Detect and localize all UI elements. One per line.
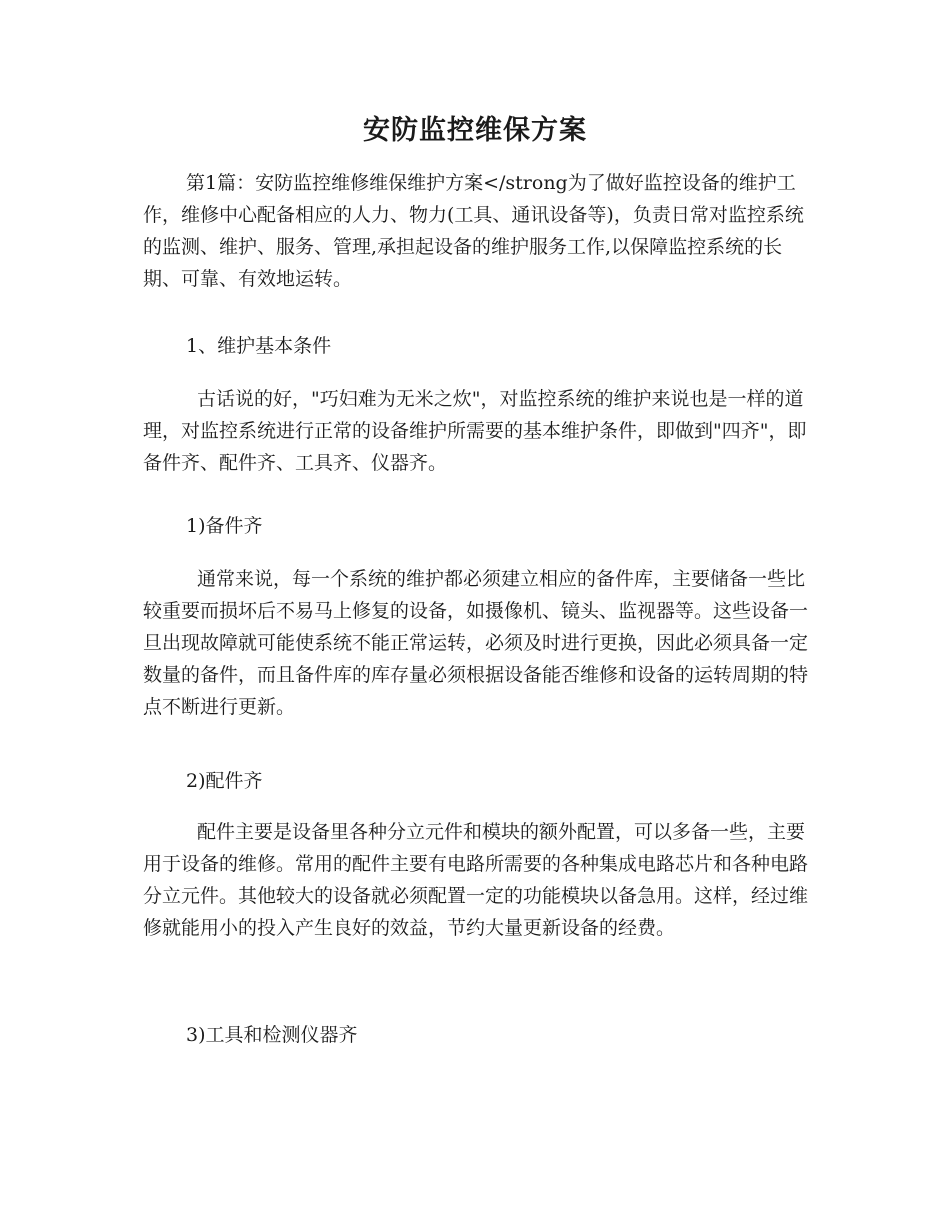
- spare-parts-paragraph: 通常来说，每一个系统的维护都必须建立相应的备件库，主要储备一些比较重要而损坏后不易马上修复的设备，如摄像机、镜头、监视器等。这些设备一旦出现故障就可能使系统不能正常运转，必须及时进行更换，因此必须具备一定数量的备件，而且备件库的库存量必须根据设备能否维修和设备的运转周期的特点不断进行更新。: [143, 568, 809, 718]
- accessories-paragraph: 配件主要是设备里各种分立元件和模块的额外配置，可以多备一些，主要用于设备的维修。常用的配件主要有电路所需要的各种集成电路芯片和各种电路分立元件。其他较大的设备就必须配置一定的功能模块以备急用。这样，经过维修就能用小的投入产生良好的效益，节约大量更新设备的经费。: [143, 821, 809, 939]
- subsection-heading-tools-instruments: 3)工具和检测仪器齐: [186, 1024, 358, 1046]
- maintenance-conditions-paragraph: 古话说的好，"巧妇难为无米之炊"，对监控系统的维护来说也是一样的道理，对监控系统进行正常的设备维护所需要的基本维护条件，即做到"四齐"，即备件齐、配件齐、工具齐、仪器齐。: [143, 388, 807, 474]
- subsection-heading-spare-parts: 1)备件齐: [186, 515, 263, 537]
- section-heading-maintenance-conditions: 1、维护基本条件: [186, 335, 332, 357]
- intro-paragraph: 第1篇：安防监控维修维保维护方案</strong为了做好监控设备的维护工作，维修中心配备相应的人力、物力(工具、通讯设备等)，负责日常对监控系统的监测、维护、服务、管理,承担起设备的维护服务工作,以保障监控系统的长期、可靠、有效地运转。: [143, 172, 804, 290]
- subsection-heading-accessories: 2)配件齐: [186, 770, 263, 792]
- document-title: 安防监控维保方案: [363, 115, 587, 146]
